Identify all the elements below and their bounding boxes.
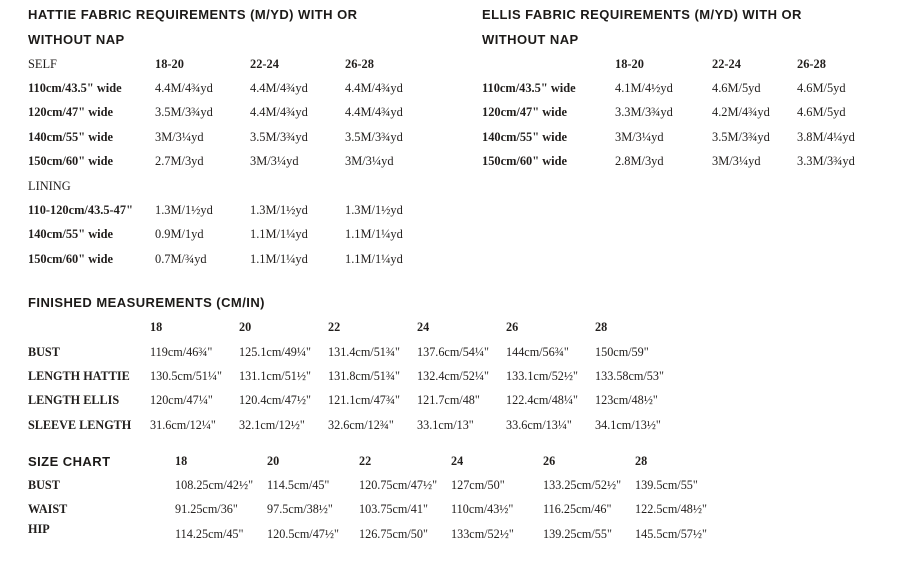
yardage-cell: 3M/3¼yd xyxy=(615,129,664,144)
yardage-cell: 3.5M/3¾yd xyxy=(250,129,308,144)
measurement-cell: 120.75cm/47½" xyxy=(359,478,438,493)
hattie-fabric-table xyxy=(28,52,433,272)
measurement-cell: 131.8cm/51¾" xyxy=(328,368,401,383)
size-header: 18 xyxy=(150,320,163,335)
size-chart-title: SIZE CHART xyxy=(28,453,111,469)
yardage-cell: 1.1M/1¼yd xyxy=(345,227,403,242)
ellis-title-line1: ELLIS FABRIC REQUIREMENTS (M/YD) WITH OR xyxy=(482,7,802,22)
yardage-cell: 2.8M/3yd xyxy=(615,154,664,169)
measurement-cell: 120cm/47¼" xyxy=(150,393,213,408)
measurement-cell: 121.1cm/47¾" xyxy=(328,393,401,408)
fabric-width-label: 120cm/47" wide xyxy=(28,105,113,120)
measurement-cell: 133cm/52½" xyxy=(451,526,514,541)
fabric-width-label: 140cm/55" wide xyxy=(28,129,113,144)
measurement-cell: 139.25cm/55" xyxy=(543,526,612,541)
measurement-row-label: LENGTH ELLIS xyxy=(28,393,120,408)
yardage-cell: 4.1M/4½yd xyxy=(615,81,673,96)
measurement-cell: 144cm/56¾" xyxy=(506,344,569,359)
measurement-cell: 123cm/48½" xyxy=(595,393,658,408)
ellis-section-title xyxy=(482,3,892,52)
self-section-label: SELF xyxy=(28,56,57,71)
hattie-title-line2: WITHOUT NAP xyxy=(28,31,125,47)
size-header: 26 xyxy=(543,453,556,468)
fabric-width-label: 110-120cm/43.5-47" xyxy=(28,203,133,218)
ellis-title-line2: WITHOUT NAP xyxy=(482,31,579,47)
measurement-cell: 131.1cm/51½" xyxy=(239,368,312,383)
body-measurement-row-label: HIP xyxy=(28,521,50,536)
size-chart-table xyxy=(28,449,748,547)
fabric-width-label: 140cm/55" wide xyxy=(28,227,113,242)
yardage-cell: 3.3M/3¾yd xyxy=(615,105,673,120)
yardage-cell: 4.4M/4¾yd xyxy=(345,105,403,120)
ellis-fabric-requirements-section xyxy=(482,3,892,174)
measurement-cell: 120.4cm/47½" xyxy=(239,393,312,408)
measurement-cell: 121.7cm/48" xyxy=(417,393,480,408)
hattie-section-title xyxy=(28,3,433,52)
yardage-cell: 4.6M/5yd xyxy=(797,105,846,120)
yardage-cell: 0.7M/¾yd xyxy=(155,251,207,266)
measurement-cell: 33.6cm/13¼" xyxy=(506,417,572,432)
size-header: 28 xyxy=(635,453,648,468)
fabric-width-label: 150cm/60" wide xyxy=(28,251,113,266)
yardage-cell: 3.8M/4¼yd xyxy=(797,129,855,144)
size-header: 20 xyxy=(239,320,252,335)
yardage-cell: 1.1M/1¼yd xyxy=(250,251,308,266)
measurement-cell: 97.5cm/38½" xyxy=(267,502,333,517)
yardage-cell: 4.2M/4¾yd xyxy=(712,105,770,120)
lining-section-label: LINING xyxy=(28,178,71,193)
finished-measurements-table xyxy=(28,316,718,438)
measurement-cell: 150cm/59" xyxy=(595,344,649,359)
measurement-cell: 122.4cm/48¼" xyxy=(506,393,579,408)
yardage-cell: 1.3M/1½yd xyxy=(250,203,308,218)
yardage-cell: 1.1M/1¼yd xyxy=(345,251,403,266)
yardage-cell: 0.9M/1yd xyxy=(155,227,204,242)
measurement-cell: 116.25cm/46" xyxy=(543,502,612,517)
fabric-width-label: 150cm/60" wide xyxy=(28,154,113,169)
measurement-cell: 33.1cm/13" xyxy=(417,417,474,432)
measurement-cell: 131.4cm/51¾" xyxy=(328,344,401,359)
fabric-width-label: 140cm/55" wide xyxy=(482,129,567,144)
yardage-cell: 4.4M/4¾yd xyxy=(345,81,403,96)
size-range-header: 26-28 xyxy=(797,56,826,71)
size-range-header: 18-20 xyxy=(615,56,644,71)
measurement-cell: 133.58cm/53" xyxy=(595,368,664,383)
size-header: 18 xyxy=(175,453,188,468)
size-header: 22 xyxy=(328,320,341,335)
fabric-width-label: 110cm/43.5" wide xyxy=(28,81,122,96)
measurement-cell: 139.5cm/55" xyxy=(635,478,698,493)
measurement-cell: 34.1cm/13½" xyxy=(595,417,661,432)
measurement-cell: 137.6cm/54¼" xyxy=(417,344,490,359)
yardage-cell: 1.1M/1¼yd xyxy=(250,227,308,242)
measurement-cell: 120.5cm/47½" xyxy=(267,526,340,541)
body-measurement-row-label: BUST xyxy=(28,478,60,493)
yardage-cell: 3M/3¼yd xyxy=(712,154,761,169)
size-header: 24 xyxy=(451,453,464,468)
measurement-cell: 130.5cm/51¼" xyxy=(150,368,223,383)
size-range-header: 18-20 xyxy=(155,56,184,71)
size-header: 20 xyxy=(267,453,280,468)
body-measurement-row-label: WAIST xyxy=(28,502,68,517)
yardage-cell: 4.6M/5yd xyxy=(712,81,761,96)
measurement-cell: 126.75cm/50" xyxy=(359,526,428,541)
finished-measurements-title: FINISHED MEASUREMENTS (CM/IN) xyxy=(28,295,265,310)
size-chart-section xyxy=(28,449,748,547)
measurement-cell: 114.25cm/45" xyxy=(175,526,244,541)
yardage-cell: 3.5M/3¾yd xyxy=(345,129,403,144)
measurement-cell: 108.25cm/42½" xyxy=(175,478,254,493)
size-header: 22 xyxy=(359,453,372,468)
measurement-cell: 125.1cm/49¼" xyxy=(239,344,312,359)
yardage-cell: 3M/3¼yd xyxy=(345,154,394,169)
yardage-cell: 3M/3¼yd xyxy=(155,129,204,144)
yardage-cell: 2.7M/3yd xyxy=(155,154,204,169)
measurement-cell: 122.5cm/48½" xyxy=(635,502,708,517)
size-header: 26 xyxy=(506,320,519,335)
measurement-row-label: SLEEVE LENGTH xyxy=(28,417,132,432)
measurement-cell: 114.5cm/45" xyxy=(267,478,330,493)
measurement-cell: 127cm/50" xyxy=(451,478,505,493)
measurement-row-label: LENGTH HATTIE xyxy=(28,368,130,383)
hattie-title-line1: HATTIE FABRIC REQUIREMENTS (M/YD) WITH OR xyxy=(28,7,358,22)
size-header: 24 xyxy=(417,320,430,335)
measurement-cell: 91.25cm/36" xyxy=(175,502,238,517)
size-range-header: 22-24 xyxy=(712,56,741,71)
yardage-cell: 4.4M/4¾yd xyxy=(250,105,308,120)
yardage-cell: 3.3M/3¾yd xyxy=(797,154,855,169)
measurement-cell: 119cm/46¾" xyxy=(150,344,213,359)
fabric-width-label: 110cm/43.5" wide xyxy=(482,81,576,96)
yardage-cell: 4.6M/5yd xyxy=(797,81,846,96)
hattie-fabric-requirements-section xyxy=(28,3,433,272)
yardage-cell: 4.4M/4¾yd xyxy=(250,81,308,96)
size-header: 28 xyxy=(595,320,608,335)
measurement-cell: 31.6cm/12¼" xyxy=(150,417,216,432)
measurement-cell: 103.75cm/41" xyxy=(359,502,428,517)
measurement-cell: 32.6cm/12¾" xyxy=(328,417,394,432)
finished-measurements-section xyxy=(28,291,718,437)
measurement-cell: 133.25cm/52½" xyxy=(543,478,622,493)
ellis-fabric-table xyxy=(482,52,892,174)
measurement-cell: 145.5cm/57½" xyxy=(635,526,708,541)
size-range-header: 22-24 xyxy=(250,56,279,71)
measurement-cell: 132.4cm/52¼" xyxy=(417,368,490,383)
yardage-cell: 1.3M/1½yd xyxy=(155,203,213,218)
measurement-cell: 133.1cm/52½" xyxy=(506,368,579,383)
size-range-header: 26-28 xyxy=(345,56,374,71)
measurement-cell: 110cm/43½" xyxy=(451,502,514,517)
yardage-cell: 3.5M/3¾yd xyxy=(155,105,213,120)
fabric-width-label: 150cm/60" wide xyxy=(482,154,567,169)
yardage-cell: 3M/3¼yd xyxy=(250,154,299,169)
yardage-cell: 4.4M/4¾yd xyxy=(155,81,213,96)
yardage-cell: 3.5M/3¾yd xyxy=(712,129,770,144)
fabric-width-label: 120cm/47" wide xyxy=(482,105,567,120)
measurement-row-label: BUST xyxy=(28,344,60,359)
measurement-cell: 32.1cm/12½" xyxy=(239,417,305,432)
yardage-cell: 1.3M/1½yd xyxy=(345,203,403,218)
